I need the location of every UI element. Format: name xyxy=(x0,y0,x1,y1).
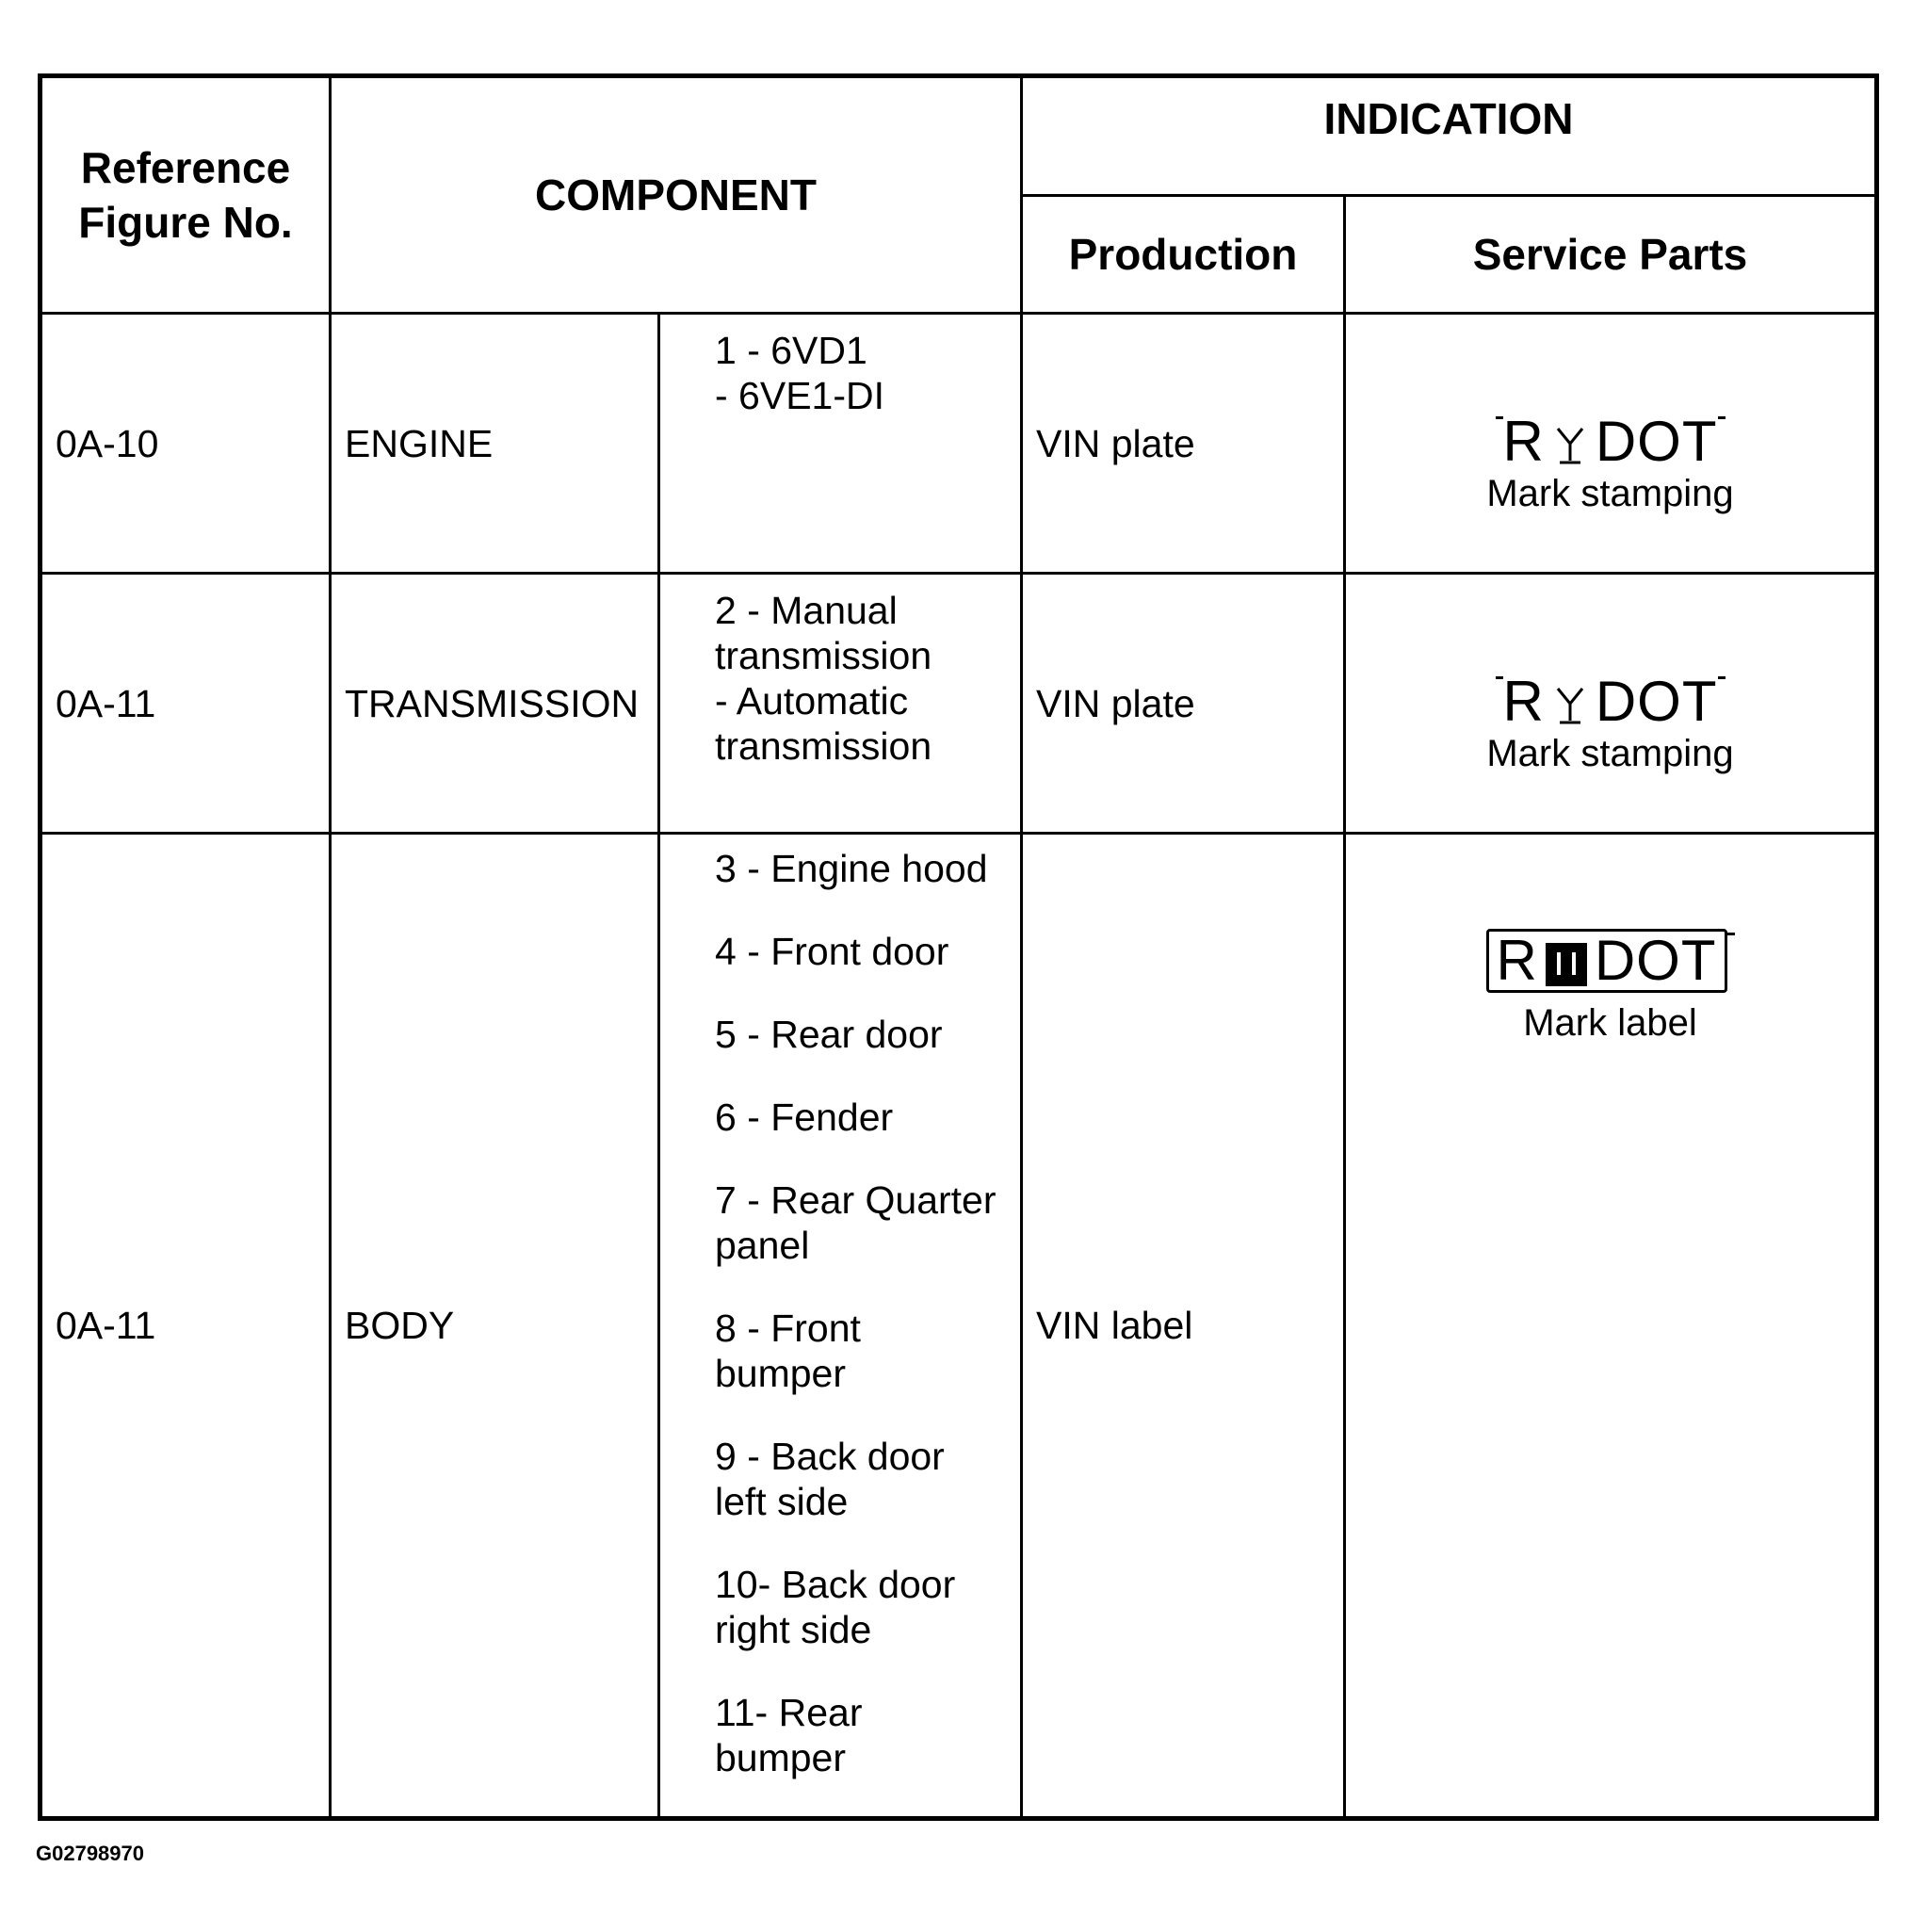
row-transmission-service-parts xyxy=(1346,575,1874,835)
list-item-text: bumper xyxy=(715,1352,847,1395)
header-production: Production xyxy=(1023,197,1346,315)
tick-mark xyxy=(1727,933,1735,935)
list-item-text: 4 - Front door xyxy=(715,930,949,973)
label-caption: Mark label xyxy=(1523,1002,1697,1044)
stamp-mark xyxy=(1346,670,1874,733)
row-engine-sub-1: 1 - 6VD1 xyxy=(715,329,867,372)
list-item-text: 9 - Back door xyxy=(715,1435,945,1478)
list-item-text: right side xyxy=(715,1608,872,1651)
list-item xyxy=(715,1306,1011,1396)
stamp-mark-right: DOT xyxy=(1595,670,1718,733)
list-item xyxy=(715,1690,1011,1780)
header-reference-line1: Reference xyxy=(80,143,291,192)
figure-code: G02798970 xyxy=(36,1842,144,1865)
header-service-parts: Service Parts xyxy=(1346,197,1874,315)
row-body-production: VIN label xyxy=(1023,835,1346,1816)
row-transmission-sub-2: transmission xyxy=(715,634,932,677)
header-component: COMPONENT xyxy=(332,78,1023,315)
stamp-caption: Mark stamping xyxy=(1486,473,1734,514)
list-item-text: 5 - Rear door xyxy=(715,1013,943,1056)
stamp-mark xyxy=(1346,410,1874,473)
header-indication: INDICATION xyxy=(1023,78,1874,197)
row-transmission-subcomponents xyxy=(660,575,1023,835)
row-transmission-component: TRANSMISSION xyxy=(332,575,660,835)
label-symbol-icon xyxy=(1546,943,1587,986)
stamp-mark-left: R xyxy=(1502,670,1545,733)
list-item xyxy=(715,1177,1011,1268)
component-indication-table xyxy=(38,73,1879,1821)
list-item-text: bumper xyxy=(715,1736,847,1779)
row-engine-ref: 0A-10 xyxy=(42,315,332,575)
row-transmission-production: VIN plate xyxy=(1023,575,1346,835)
row-body-component: BODY xyxy=(332,835,660,1816)
row-transmission-sub-3: - Automatic xyxy=(715,679,909,722)
tick-mark xyxy=(1496,676,1503,679)
list-item xyxy=(715,1562,1011,1652)
label-mark xyxy=(1346,929,1874,993)
stamp-caption: Mark stamping xyxy=(1486,733,1734,774)
tick-mark xyxy=(1496,416,1503,419)
header-reference-figure xyxy=(42,78,332,315)
row-transmission-sub-4: transmission xyxy=(715,724,932,768)
list-item xyxy=(715,1012,1011,1057)
list-item-text: 7 - Rear Quarter xyxy=(715,1178,997,1222)
list-item xyxy=(715,846,1011,891)
header-reference-line2: Figure No. xyxy=(78,198,293,247)
row-transmission-sub-1: 2 - Manual xyxy=(715,589,898,632)
row-engine-service-parts xyxy=(1346,315,1874,575)
list-item-text: left side xyxy=(715,1480,849,1523)
row-engine-subcomponents xyxy=(660,315,1023,575)
tick-mark xyxy=(1718,676,1726,679)
list-item xyxy=(715,1095,1011,1140)
list-item xyxy=(715,1434,1011,1524)
label-mark-box xyxy=(1486,929,1727,993)
list-item-text: panel xyxy=(715,1224,810,1267)
list-item-text: 10- Back door xyxy=(715,1563,956,1606)
stamp-symbol-icon xyxy=(1554,685,1586,726)
row-body-subcomponents xyxy=(660,835,1023,1816)
row-engine-component: ENGINE xyxy=(332,315,660,575)
label-mark-left: R xyxy=(1496,929,1538,992)
list-item-text: 3 - Engine hood xyxy=(715,847,988,890)
list-item-text: 6 - Fender xyxy=(715,1096,894,1139)
row-transmission-ref: 0A-11 xyxy=(42,575,332,835)
list-item-text: 8 - Front xyxy=(715,1307,861,1350)
row-body-ref: 0A-11 xyxy=(42,835,332,1816)
row-engine-sub-2: - 6VE1-DI xyxy=(715,374,884,417)
row-body-service-parts xyxy=(1346,835,1874,1816)
tick-mark xyxy=(1718,416,1726,419)
list-item xyxy=(715,929,1011,974)
stamp-mark-right: DOT xyxy=(1595,410,1718,473)
stamp-symbol-icon xyxy=(1554,425,1586,466)
stamp-mark-left: R xyxy=(1502,410,1545,473)
row-engine-production: VIN plate xyxy=(1023,315,1346,575)
list-item-text: 11- Rear xyxy=(715,1691,863,1734)
label-mark-right: DOT xyxy=(1594,929,1717,992)
